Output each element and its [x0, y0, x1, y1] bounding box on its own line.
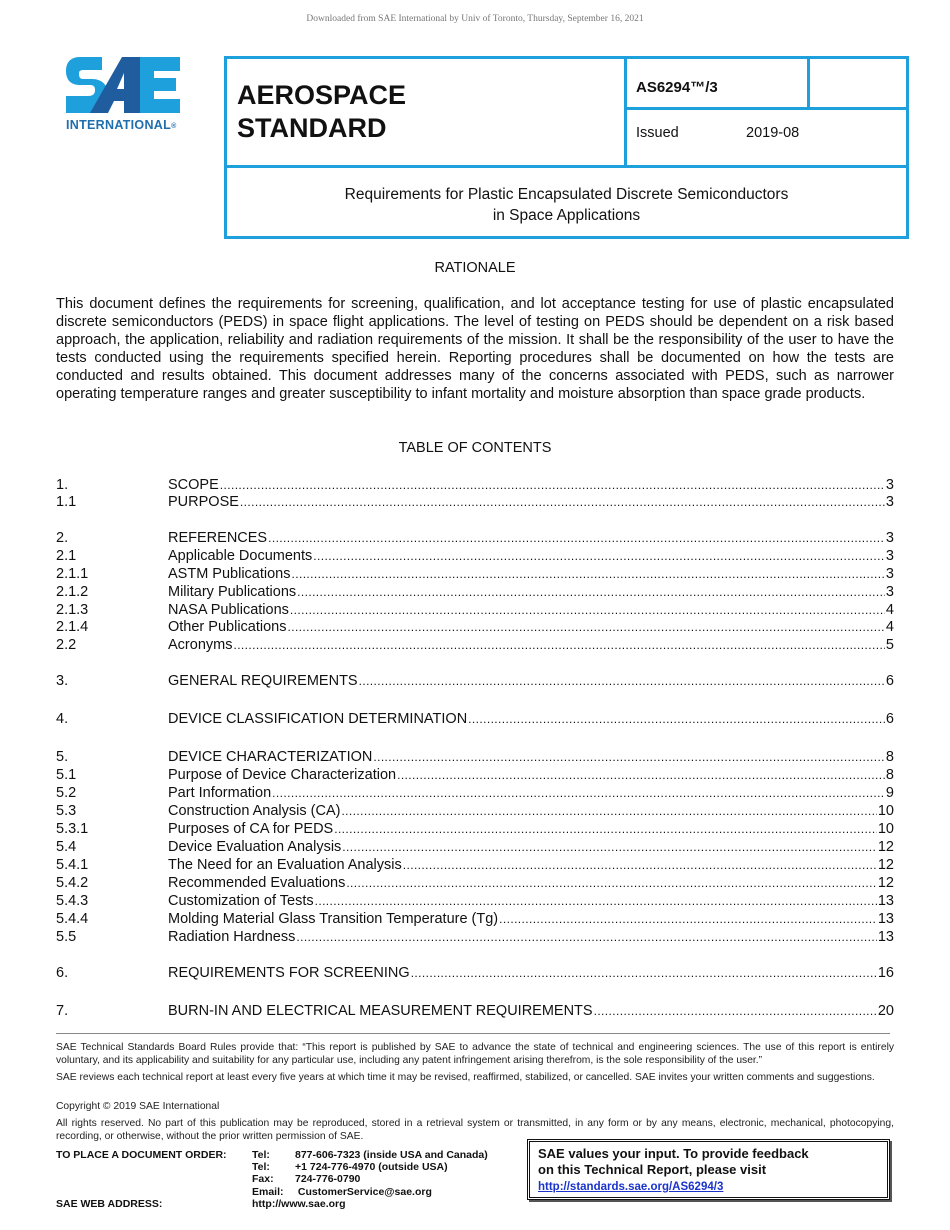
- feedback-line1: SAE values your input. To provide feedback: [538, 1146, 809, 1161]
- footer-divider: [56, 1033, 890, 1034]
- toc-entry[interactable]: 5.2 Part Information ..... 9: [56, 785, 894, 803]
- web-address-label: SAE WEB ADDRESS:: [56, 1198, 163, 1210]
- toc-entry[interactable]: 1.1 PURPOSE ..... 3: [56, 494, 894, 512]
- toc-entry[interactable]: 1. SCOPE ..... 3: [56, 477, 894, 495]
- divider: [227, 165, 906, 168]
- toc-entry[interactable]: 5.4 Device Evaluation Analysis ..... 12: [56, 839, 894, 857]
- toc-entry[interactable]: 5.4.4 Molding Material Glass Transition Temperature (Tg) ..... 13: [56, 911, 894, 929]
- rationale-heading: RATIONALE: [434, 260, 516, 276]
- sae-logo-mark-icon: [66, 55, 191, 115]
- toc-entry[interactable]: 2. REFERENCES ..... 3: [56, 530, 894, 548]
- board-rules-text: SAE Technical Standards Board Rules provide that: “This report is published by SAE to advance the state of technical and engineering sciences. The use of this report is entirely voluntary, and its applicability and suitability for any particular use, including any patent infringement arising therefrom, is the sole responsibility of the user.”: [56, 1042, 894, 1066]
- order-label: TO PLACE A DOCUMENT ORDER:: [56, 1149, 227, 1161]
- toc-entry[interactable]: 5. DEVICE CHARACTERIZATION ..... 8: [56, 749, 894, 767]
- download-watermark: Downloaded from SAE International by Univ of Toronto, Thursday, September 16, 2021: [306, 14, 644, 24]
- review-note-text: SAE reviews each technical report at least every five years at which time it may be revised, reaffirmed, stabilized, or cancelled. SAE invites your written comments and suggestions.: [56, 1072, 875, 1083]
- divider: [624, 107, 906, 110]
- toc-entry[interactable]: 6. REQUIREMENTS FOR SCREENING ..... 16: [56, 965, 894, 983]
- divider: [624, 59, 627, 166]
- document-type-title: AEROSPACE STANDARD: [237, 80, 407, 143]
- rationale-body: This document defines the requirements for screening, qualification, and lot acceptance testing for use of plastic encapsulated discrete semiconductors (PEDS) in space flight applications. The level of testing on PEDS should be dependent on a risk based approach, the application, reliability and radiation requirements of the mission. It shall be the responsibility of the user to have the tests conducted using the requirements specified herein. Reporting procedures shall be documented on how the tests are conducted and results obtained. This document addresses many of the concerns associated with PEDS, such as narrower operating temperature ranges and greater susceptibility to infant mortality and moisture absorption than space grade products.: [56, 296, 894, 403]
- toc-entry[interactable]: 2.1 Applicable Documents ..... 3: [56, 548, 894, 566]
- contact-fax: Fax: 724-776-0790: [252, 1173, 361, 1185]
- toc-heading: TABLE OF CONTENTS: [398, 440, 552, 456]
- toc-entry[interactable]: 5.5 Radiation Hardness ..... 13: [56, 929, 894, 947]
- toc-entry[interactable]: 2.1.1 ASTM Publications ..... 3: [56, 566, 894, 584]
- toc-entry[interactable]: 2.1.2 Military Publications ..... 3: [56, 584, 894, 602]
- toc-entry[interactable]: 5.4.3 Customization of Tests ..... 13: [56, 893, 894, 911]
- contact-email[interactable]: Email: CustomerService@sae.org: [252, 1186, 432, 1198]
- feedback-link[interactable]: http://standards.sae.org/AS6294/3: [538, 1181, 724, 1193]
- toc-entry[interactable]: 2.1.4 Other Publications ..... 4: [56, 619, 894, 637]
- contact-tel-international: Tel: +1 724-776-4970 (outside USA): [252, 1161, 448, 1173]
- contact-tel-domestic: Tel: 877-606-7323 (inside USA and Canada): [252, 1149, 488, 1161]
- sae-logo: [66, 55, 191, 135]
- logo-subtitle: INTERNATIONAL®: [66, 118, 177, 132]
- toc-entry[interactable]: 5.3.1 Purposes of CA for PEDS ..... 10: [56, 821, 894, 839]
- toc-entry[interactable]: 5.3 Construction Analysis (CA) ..... 10: [56, 803, 894, 821]
- toc-entry[interactable]: 5.1 Purpose of Device Characterization ..... 8: [56, 767, 894, 785]
- toc-entry[interactable]: 7. BURN-IN AND ELECTRICAL MEASUREMENT REQUIREMENTS ..... 20: [56, 1003, 894, 1021]
- copyright-text: Copyright © 2019 SAE International: [56, 1101, 220, 1112]
- standard-header-box: [224, 56, 909, 239]
- web-address-link[interactable]: http://www.sae.org: [252, 1198, 346, 1210]
- issued-label: Issued: [636, 125, 679, 141]
- document-id: AS6294™/3: [636, 79, 718, 96]
- toc-entry[interactable]: 4. DEVICE CLASSIFICATION DETERMINATION ..... 6: [56, 711, 894, 729]
- divider: [807, 59, 810, 109]
- feedback-line2: on this Technical Report, please visit: [538, 1162, 767, 1177]
- feedback-box: [527, 1139, 890, 1200]
- toc-entry[interactable]: 3. GENERAL REQUIREMENTS ..... 6: [56, 673, 894, 691]
- rights-text: All rights reserved. No part of this publication may be reproduced, stored in a retrieval system or transmitted, in any form or by any means, electronic, mechanical, photocopying, recording, or otherwise, without the prior written permission of SAE.: [56, 1118, 894, 1142]
- document-subtitle: Requirements for Plastic Encapsulated Discrete Semiconductors in Space Applications: [344, 186, 789, 224]
- toc-entry[interactable]: 5.4.2 Recommended Evaluations ..... 12: [56, 875, 894, 893]
- toc-entry[interactable]: 2.1.3 NASA Publications ..... 4: [56, 602, 894, 620]
- issued-date: 2019-08: [746, 125, 800, 141]
- toc-entry[interactable]: 5.4.1 The Need for an Evaluation Analysis ..... 12: [56, 857, 894, 875]
- toc-entry[interactable]: 2.2 Acronyms ..... 5: [56, 637, 894, 655]
